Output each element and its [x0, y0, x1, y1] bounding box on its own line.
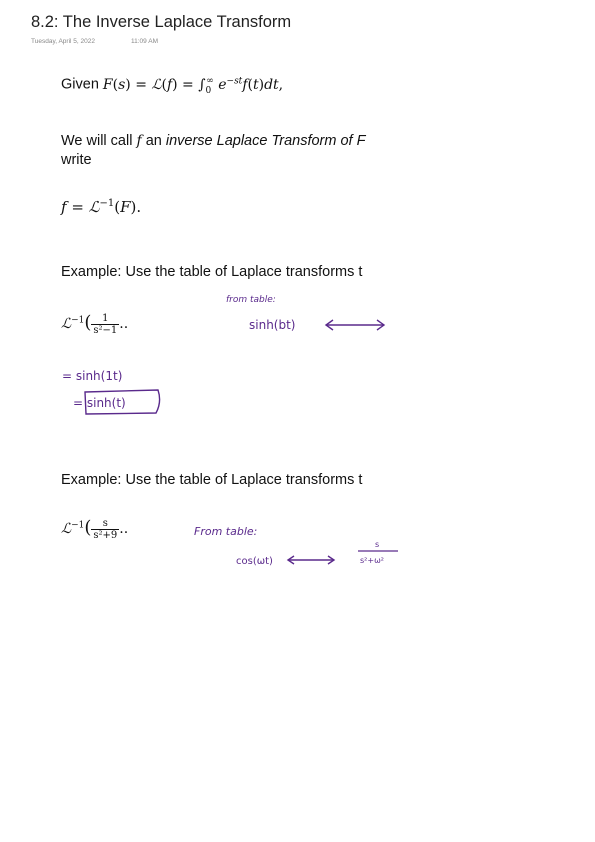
ex2-frac-den: s²+ω²	[360, 556, 384, 565]
call-italic: inverse Laplace Transform of F	[165, 133, 366, 149]
ex2-from-table: From table:	[194, 525, 258, 538]
example1-fraction: $\frac{1}{\text{s²−1}}$	[93, 312, 118, 336]
call-var: f	[136, 133, 142, 149]
example2-fraction: $\frac{s}{\text{s²+9}}$	[93, 517, 118, 541]
example2-expression: ℒ$^{-1}$( $\frac{s}{\text{s²+9}}$ ..	[61, 517, 129, 541]
answer-box	[85, 390, 160, 414]
page-time: 11:09 AM	[131, 38, 158, 45]
double-arrow-icon-2	[288, 556, 334, 564]
ex1-sinh-bt: sinh(bt)	[249, 318, 296, 332]
page-date: Tuesday, April 5, 2022	[31, 38, 95, 45]
definition-line	[61, 133, 365, 149]
page-title: 8.2: The Inverse Laplace Transform	[31, 13, 292, 31]
text-clip-mask	[400, 128, 595, 158]
ex2-cos-wt: cos(ωt)	[236, 556, 273, 567]
call-an: an	[145, 133, 162, 149]
ex1-step2: = sinh(t)	[73, 396, 126, 410]
definition-line-2: write	[61, 152, 92, 168]
ex1-from-table: from table:	[226, 295, 276, 305]
ex2-frac-num: s	[375, 540, 380, 549]
example1-text: Example: Use the table of Laplace transforms t	[61, 264, 363, 280]
given-formula: F(s) = ℒ(f) = $\int_0^\infty$ $e^{-st}f(t)dt$,	[102, 76, 284, 96]
ex1-step1: = sinh(1t)	[62, 369, 123, 383]
call-prefix: We will call	[61, 133, 133, 149]
given-line	[61, 76, 283, 95]
given-label: Given	[61, 76, 99, 93]
example1-expression: ℒ$^{-1}$( $\frac{1}{\text{s²−1}}$ ..	[61, 312, 129, 336]
inverse-formula: f = ℒ$^{-1}$(F).	[61, 198, 142, 216]
double-arrow-icon	[326, 320, 384, 330]
example2-text: Example: Use the table of Laplace transforms t	[61, 472, 363, 488]
